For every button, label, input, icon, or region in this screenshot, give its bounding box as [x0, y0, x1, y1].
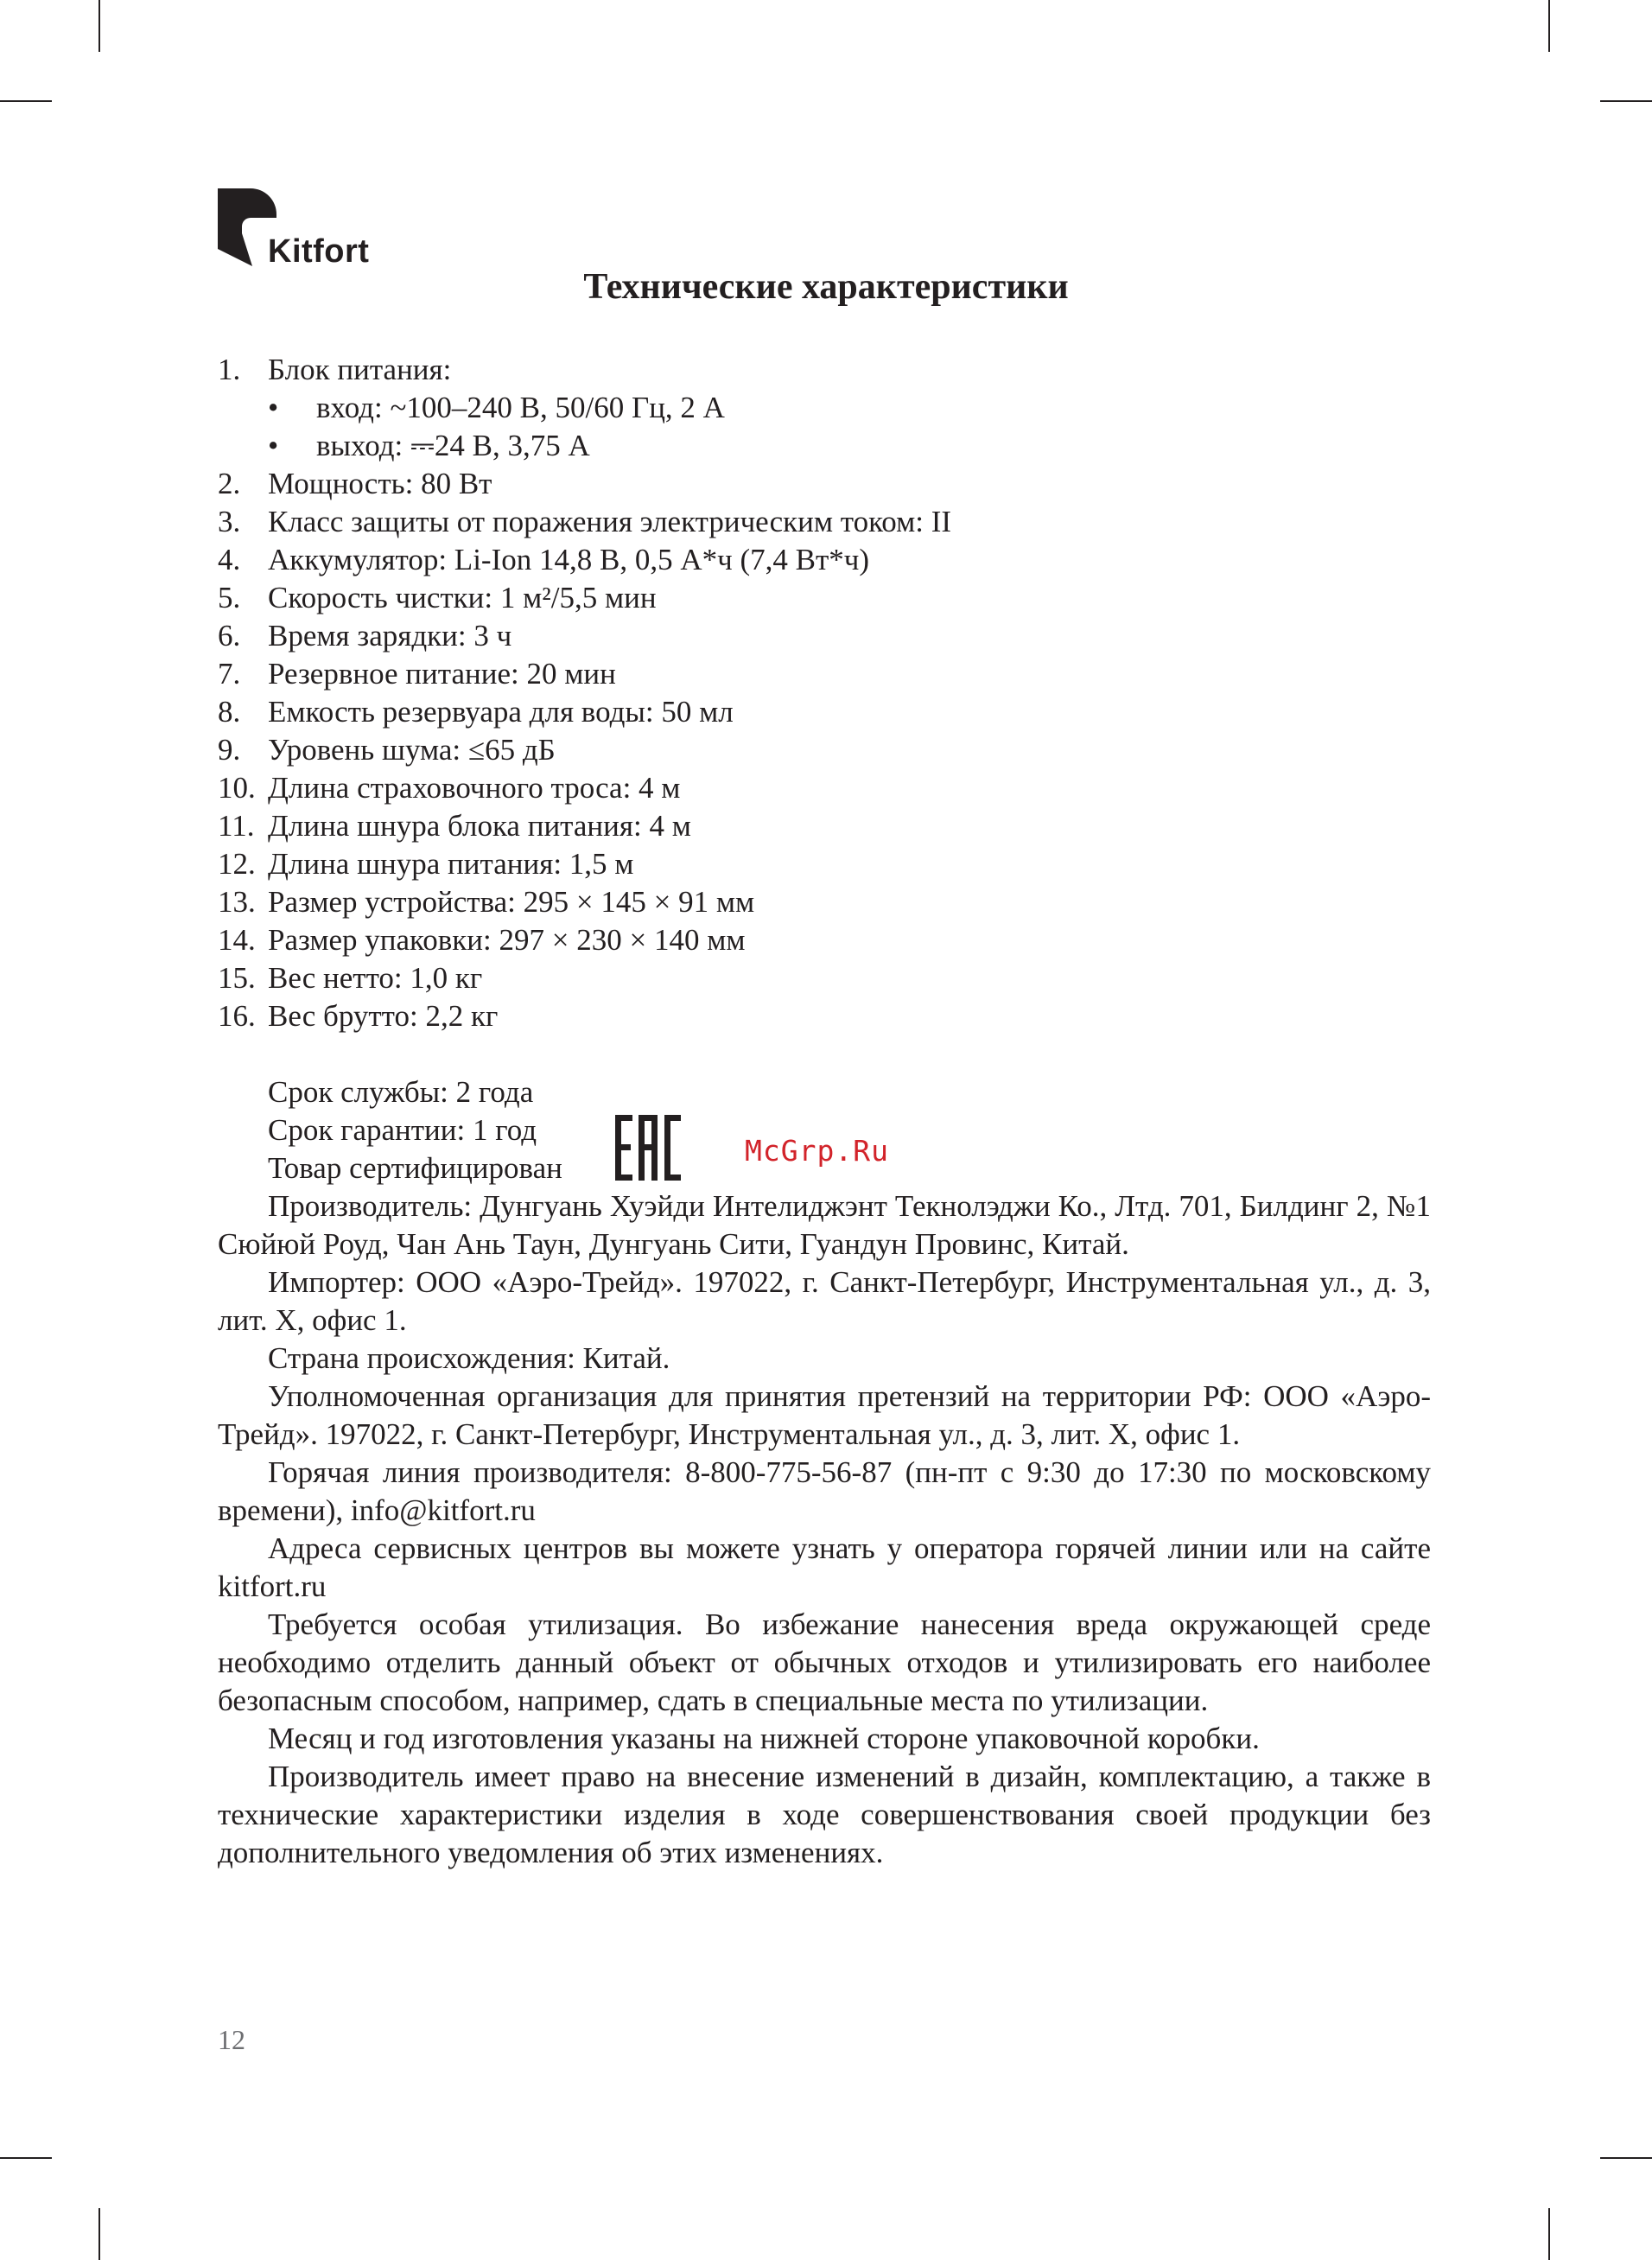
crop-mark-top-left-h	[0, 100, 52, 102]
changes-disclaimer: Производитель имеет право на внесение изменений в дизайн, комплектацию, а также в технические характеристики изделия в ходе совершенствования своей продукции без дополнительного уведомления об этих изменениях.	[218, 1760, 1431, 1869]
spec-text: Блок питания:	[268, 353, 452, 386]
spec-item	[218, 465, 1427, 503]
warranty-period: Срок гарантии: 1 год	[268, 1113, 537, 1147]
manufacturer-info: Производитель: Дунгуань Хуэйди Интелиджэнт Текнолэджи Ко., Лтд. 701, Билдинг 2, №1 Сюйюй Роуд, Чан Ань Таун, Дунгуань Сити, Гуандун Провинс, Китай.	[218, 1189, 1431, 1261]
spec-text: Длина шнура питания: 1,5 м	[268, 847, 634, 881]
spec-number: 10.	[218, 771, 256, 805]
crop-mark-top-right-h	[1600, 100, 1652, 102]
spec-text: Вес брутто: 2,2 кг	[268, 999, 499, 1033]
spec-number: 16.	[218, 999, 256, 1033]
spec-number: 9.	[218, 733, 241, 767]
spec-number: 4.	[218, 543, 241, 576]
manufacture-date-info: Месяц и год изготовления указаны на нижней стороне упаковочной коробки.	[268, 1722, 1260, 1755]
hotline-info: Горячая линия производителя: 8-800-775-56-87 (пн-пт с 9:30 до 17:30 по московскому времени), info@kitfort.ru	[218, 1455, 1431, 1527]
spec-text: Время зарядки: 3 ч	[268, 619, 512, 653]
spec-number: 14.	[218, 923, 256, 957]
spec-number: 7.	[218, 657, 241, 691]
spec-item	[218, 921, 1427, 959]
spec-text: Емкость резервуара для воды: 50 мл	[268, 695, 734, 729]
spec-text: Длина шнура блока питания: 4 м	[268, 809, 691, 843]
spec-number: 3.	[218, 505, 241, 538]
spec-number: 12.	[218, 847, 256, 881]
page-number: 12	[218, 2024, 245, 2055]
spec-item	[218, 997, 1427, 1035]
info-section	[218, 1073, 1431, 1872]
spec-number: 11.	[218, 809, 255, 843]
eac-mark-icon	[613, 1113, 683, 1182]
spec-text: Длина страховочного троса: 4 м	[268, 771, 681, 805]
spec-item	[218, 883, 1427, 921]
spec-item	[218, 693, 1427, 731]
spec-subitem	[218, 427, 1427, 465]
brand-name: Kitfort	[268, 233, 370, 270]
certification-row	[218, 1134, 1431, 1187]
spec-text: Резервное питание: 20 мин	[268, 657, 616, 691]
spec-item	[218, 541, 1427, 579]
spec-item	[218, 731, 1427, 769]
spec-item	[218, 503, 1427, 541]
spec-item	[218, 351, 1427, 389]
watermark: McGrp.Ru	[745, 1134, 889, 1168]
spec-text: Размер устройства: 295 × 145 × 91 мм	[268, 885, 755, 919]
spec-item	[218, 617, 1427, 655]
spec-text: Скорость чистки: 1 м²/5,5 мин	[268, 581, 657, 614]
spec-text: Класс защиты от поражения электрическим током: II	[268, 505, 952, 538]
spec-text: выход: ⎓24 В, 3,75 А	[316, 429, 590, 462]
bullet-icon: •	[268, 429, 279, 462]
authorized-organization: Уполномоченная организация для принятия претензий на территории РФ: ООО «Аэро-Трейд». 197022, г. Санкт-Петербург, Инструментальная ул., д. 3, лит. Х, офис 1.	[218, 1379, 1431, 1451]
page-title: Технические характеристики	[583, 267, 1069, 307]
crop-mark-bottom-right-h	[1600, 2157, 1652, 2159]
spec-text: Аккумулятор: Li-Ion 14,8 В, 0,5 А*ч (7,4 Вт*ч)	[268, 543, 870, 576]
spec-text: Мощность: 80 Вт	[268, 467, 492, 500]
crop-mark-bottom-right	[1548, 2208, 1550, 2260]
importer-info: Импортер: ООО «Аэро-Трейд». 197022, г. Санкт-Петербург, Инструментальная ул., д. 3, лит. Х, офис 1.	[218, 1265, 1431, 1337]
certification-text: Товар сертифицирован	[268, 1151, 562, 1185]
spec-number: 8.	[218, 695, 241, 729]
crop-mark-top-left	[98, 0, 100, 52]
spec-text: Уровень шума: ≤65 дБ	[268, 733, 556, 767]
spec-item	[218, 959, 1427, 997]
spec-number: 6.	[218, 619, 241, 653]
spec-item	[218, 655, 1427, 693]
service-life: Срок службы: 2 года	[268, 1075, 534, 1109]
spec-number: 1.	[218, 353, 241, 386]
crop-mark-bottom-left-h	[0, 2157, 52, 2159]
crop-mark-bottom-left	[98, 2208, 100, 2260]
country-of-origin: Страна происхождения: Китай.	[268, 1341, 670, 1375]
crop-mark-top-right	[1548, 0, 1550, 52]
spec-list	[218, 351, 1427, 1035]
spec-item	[218, 845, 1427, 883]
service-centers-info: Адреса сервисных центров вы можете узнать у оператора горячей линии или на сайте kitfort.ru	[218, 1531, 1431, 1603]
spec-number: 15.	[218, 961, 256, 995]
spec-text: Размер упаковки: 297 × 230 × 140 мм	[268, 923, 746, 957]
spec-subitem	[218, 389, 1427, 427]
spec-number: 2.	[218, 467, 241, 500]
disposal-info: Требуется особая утилизация. Во избежание нанесения вреда окружающей среде необходимо отделить данный объект от обычных отходов и утилизировать его наиболее безопасным способом, например, сдать в специальные места по утилизации.	[218, 1607, 1431, 1717]
spec-text: Вес нетто: 1,0 кг	[268, 961, 483, 995]
spec-number: 5.	[218, 581, 241, 614]
spec-item	[218, 769, 1427, 807]
spec-item	[218, 807, 1427, 845]
spec-number: 13.	[218, 885, 256, 919]
kitfort-logo	[218, 188, 391, 275]
spec-item	[218, 579, 1427, 617]
bullet-icon: •	[268, 391, 279, 424]
spec-text: вход: ~100–240 В, 50/60 Гц, 2 А	[316, 391, 725, 424]
